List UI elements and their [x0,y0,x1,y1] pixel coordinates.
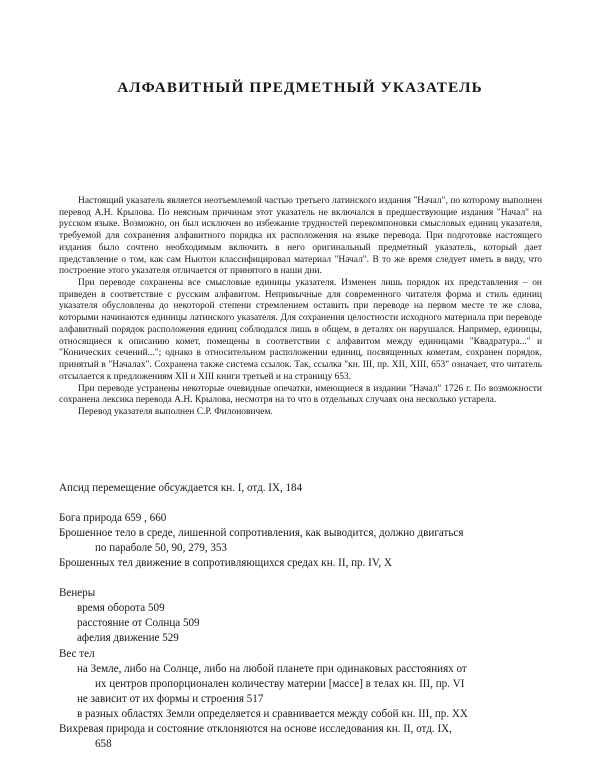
index-entry: по параболе 50, 90, 279, 353 [95,542,227,555]
index-entry: время оборота 509 [77,602,165,615]
index-entry: Брошенных тел движение в сопротивляющихся средах кн. II, пр. IV, X [59,557,392,570]
index-entry: 658 [95,737,112,750]
index-entry: расстояние от Солнца 509 [77,617,200,630]
index-spacer [59,496,543,511]
index-entry: Брошенное тело в среде, лишенной сопротивления, как выводится, должно двигаться [59,527,464,540]
index-entry: Бога природа 659 , 660 [59,512,167,525]
index-entry: Венеры [59,587,96,600]
page-title: АЛФАВИТНЫЙ ПРЕДМЕТНЫЙ УКАЗАТЕЛЬ [117,79,483,97]
index-spacer [59,571,543,586]
preface-section [59,196,542,419]
index-entry: их центров пропорционален количеству материи [массе] в телах кн. III, пр. VI [95,677,465,690]
index-entry: на Земле, либо на Солнце, либо на любой планете при одинаковых расстояниях от [77,662,467,675]
index-entry: афелия движение 529 [77,632,179,645]
preface-paragraph: При переводе сохранены все смысловые единицы указателя. Изменен лишь порядок их представления – он приведен в соответствие с русским алфавитом. Непривычные для современного читателя форма и стиль единиц указателя обусловлены до некоторой степени стремлением оставить при переводе на первом месте те же слова, которыми начинаются единицы латинского указателя. Для сохранения целостности исходного материала при переводе алфавитный порядок расположения единиц соблюдался лишь в общем, в деталях он нарушался. Например, единицы, относящиеся к описанию комет, помещены в соответствии с алфавитом между единицами "Квадратура..." и "Конических сечений..."; однако в относительном расположении единиц, посвященных кометам, сохранен порядок, принятый в "Началах". Сохранена также система ссылок. Так, ссылка "кн. III, пр. XII, XIII, 653" означает, что читатель отсылается к предложениям XII и XIII книги третьей и на страницу 653. [59,278,542,382]
preface-paragraph: При переводе устранены некоторые очевидные опечатки, имеющиеся в издании "Начал" 1726 г. По возможности сохранена лексика перевода А.Н. Крылова, несмотря на то что в отдельных случаях она несколько устарела. [59,383,542,406]
index-entry: не зависит от их формы и строения 517 [77,692,264,705]
index-entry: Вихревая природа и состояние отклоняются на основе исследования кн. II, отд. IX, [59,722,452,735]
index-entry-list [59,481,543,752]
index-entry: Апсид перемещение обсуждается кн. I, отд. IX, 184 [59,482,303,494]
preface-paragraph: Перевод указателя выполнен С.Р. Филоновичем. [78,406,273,417]
index-entry: Вес тел [59,647,95,660]
index-entry: в разных областях Земли определяется и сравнивается между собой кн. III, пр. XX [77,707,468,720]
preface-paragraph: Настоящий указатель является неотъемлемой частью третьего латинского издания "Начал", по которому выполнен перевод А.Н. Крылова. По неясным причинам этот указатель не включался в предшествующие издания "Начал" на русском языке. Возможно, он был исключен во избежание трудностей перекомпоновки смысловых единиц указателя, требуемой для сохранения алфавитного порядка их расположения на языке перевода. При подготовке настоящего издания было сочтено необходимым включить в него оригинальный предметный указатель, который дает представление о том, как сам Ньютон классифицировал материал "Начал". В то же время следует иметь в виду, что построение этого указателя отличается от принятого в наши дни. [59,196,542,277]
